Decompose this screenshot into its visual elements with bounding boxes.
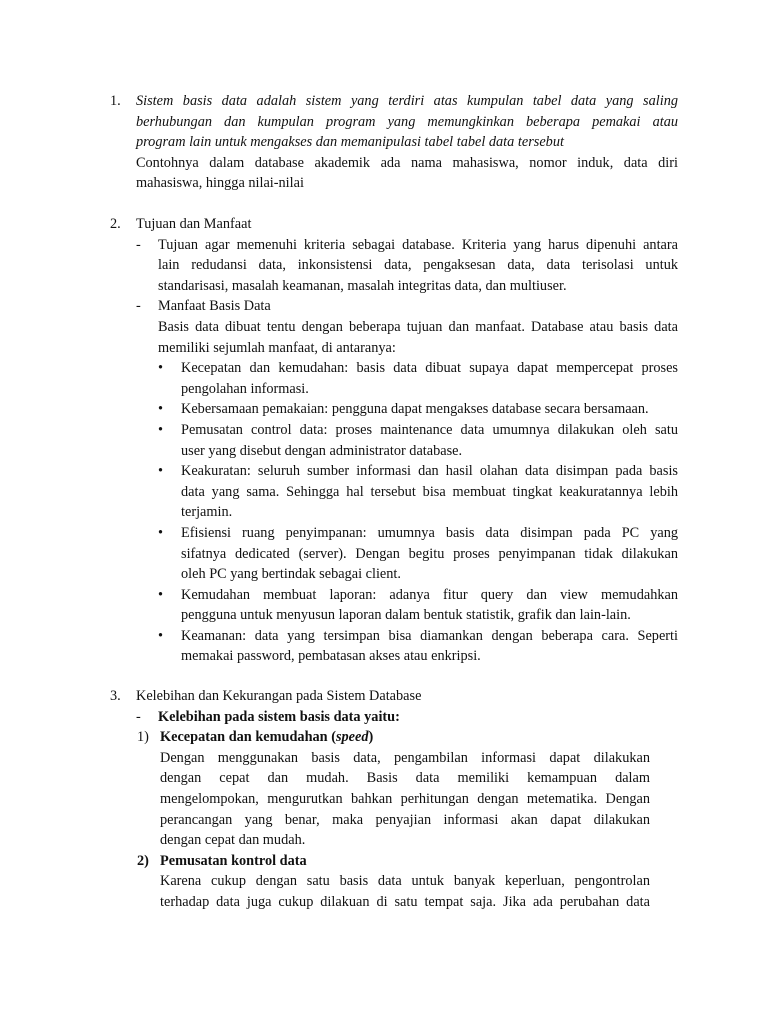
tujuan-line: Tujuan agar memenuhi kriteria sebagai database. Kriteria yang harus dipenuhi antara	[158, 236, 678, 253]
bullet-line: oleh PC yang bertindak sebagai client.	[181, 566, 401, 583]
item-line: dengan cepat dan mudah.	[160, 832, 306, 849]
definition-line: program lain untuk mengakses dan memanipulasi tabel tabel data tersebut	[136, 134, 564, 151]
item-number: 1)	[137, 729, 149, 746]
bullet-line: user yang disebut dengan administrator database.	[181, 442, 463, 459]
item-title-suffix: )	[368, 729, 374, 746]
bullet-line: memakai password, pembatasan akses atau enkripsi.	[181, 648, 481, 665]
kelebihan-item-2	[110, 851, 650, 913]
item-title-prefix: Kecepatan dan kemudahan (	[160, 729, 336, 746]
kelebihan-heading-item	[136, 707, 650, 728]
example-line: Contohnya dalam database akademik ada nama mahasiswa, nomor induk, data diri	[136, 154, 678, 171]
item-line: Karena cukup dengan satu basis data untuk banyak keperluan, pengontrolan	[160, 873, 650, 890]
section-1-body	[136, 91, 678, 194]
bullet-line: Kebersamaan pemakaian: pengguna dapat mengakses database secara bersamaan.	[181, 401, 649, 418]
tujuan-item	[136, 235, 678, 297]
kelebihan-item-1	[110, 727, 650, 851]
bullet-line: sifatnya dedicated (server). Dengan begitu proses penyimpanan tidak dilakukan	[181, 545, 678, 562]
dash-marker: -	[136, 236, 141, 253]
bullet-item	[158, 461, 678, 523]
bullet-item	[158, 420, 678, 461]
bullet-line: Keamanan: data yang tersimpan bisa diamankan dengan beberapa cara. Seperti	[181, 627, 678, 644]
section-2-heading: Tujuan dan Manfaat	[136, 216, 252, 232]
dash-marker: -	[136, 708, 141, 725]
definition-line: Sistem basis data adalah sistem yang terdiri atas kumpulan tabel data yang saling	[136, 93, 678, 109]
manfaat-heading: Manfaat Basis Data	[158, 298, 271, 315]
item-number: 2)	[137, 852, 149, 869]
item-line: Dengan menggunakan basis data, pengambilan informasi dapat dilakukan	[160, 749, 650, 766]
manfaat-intro-line: Basis data dibuat tentu dengan beberapa tujuan dan manfaat. Database atau basis data	[158, 318, 678, 335]
bullet-dot: •	[158, 360, 164, 377]
manfaat-bullet-list	[158, 358, 678, 667]
bullet-dot: •	[158, 586, 164, 603]
bullet-line: data yang sama. Sehingga hal tersebut bisa membuat tingkat keakuratannya lebih	[181, 483, 678, 500]
bullet-item	[158, 358, 678, 399]
section-2-number: 2.	[110, 216, 121, 232]
item-line: perancangan yang benar, maka penyajian informasi akan dapat dilakukan	[160, 811, 650, 828]
item-line: mengelompokan, mengurutkan bahkan perhitungan dengan metematika. Dengan	[160, 790, 650, 807]
section-1-number: 1.	[110, 93, 121, 109]
bullet-item	[158, 399, 678, 420]
tujuan-line: lain redudansi data, inkonsistensi data, pengaksesan data, data terisolasi untuk	[158, 257, 678, 274]
kelebihan-heading: Kelebihan pada sistem basis data yaitu:	[158, 708, 400, 725]
bullet-dot: •	[158, 463, 164, 480]
manfaat-intro-line: memiliki sejumlah manfaat, di antaranya:	[158, 339, 396, 356]
section-1	[110, 91, 678, 194]
bullet-line: Keakuratan: seluruh sumber informasi dan hasil olahan data disimpan pada basis	[181, 463, 678, 480]
bullet-item	[158, 523, 678, 585]
example-line: mahasiswa, hingga nilai-nilai	[136, 175, 304, 192]
bullet-line: pengolahan informasi.	[181, 380, 309, 397]
section-3-number: 3.	[110, 688, 121, 704]
bullet-line: terjamin.	[181, 504, 233, 521]
section-3-heading: Kelebihan dan Kekurangan pada Sistem Database	[136, 688, 422, 704]
bullet-line: Kemudahan membuat laporan: adanya fitur query dan view memudahkan	[181, 586, 678, 603]
section-2	[110, 214, 678, 667]
item-title: Pemusatan kontrol data	[160, 852, 307, 869]
item-title-italic: speed	[335, 729, 369, 746]
dash-marker: -	[136, 298, 141, 315]
bullet-dot: •	[158, 421, 164, 438]
bullet-dot: •	[158, 524, 164, 541]
bullet-line: pengguna untuk menyusun laporan dalam bentuk statistik, grafik dan lain-lain.	[181, 607, 631, 624]
bullet-item	[158, 626, 678, 667]
bullet-line: Pemusatan control data: proses maintenance data umumnya dilakukan oleh satu	[181, 421, 678, 438]
item-line: terhadap data juga cukup dilakuan di satu tempat saja. Jika ada perubahan data	[160, 893, 650, 910]
bullet-dot: •	[158, 401, 164, 418]
bullet-dot: •	[158, 627, 164, 644]
bullet-line: Efisiensi ruang penyimpanan: umumnya basis data disimpan pada PC yang	[181, 524, 678, 541]
item-line: dengan cepat dan mudah. Basis data memiliki kemampuan dalam	[160, 770, 650, 787]
bullet-item	[158, 585, 678, 626]
tujuan-line: standarisasi, masalah keamanan, masalah integritas data, dan multiuser.	[158, 277, 567, 294]
item-title	[160, 727, 650, 748]
manfaat-item	[136, 296, 678, 667]
definition-line: berhubungan dan kumpulan program yang memungkinkan beberapa pemakai atau	[136, 113, 678, 130]
section-3	[110, 686, 650, 913]
bullet-line: Kecepatan dan kemudahan: basis data dibuat supaya dapat mempercepat proses	[181, 360, 678, 377]
